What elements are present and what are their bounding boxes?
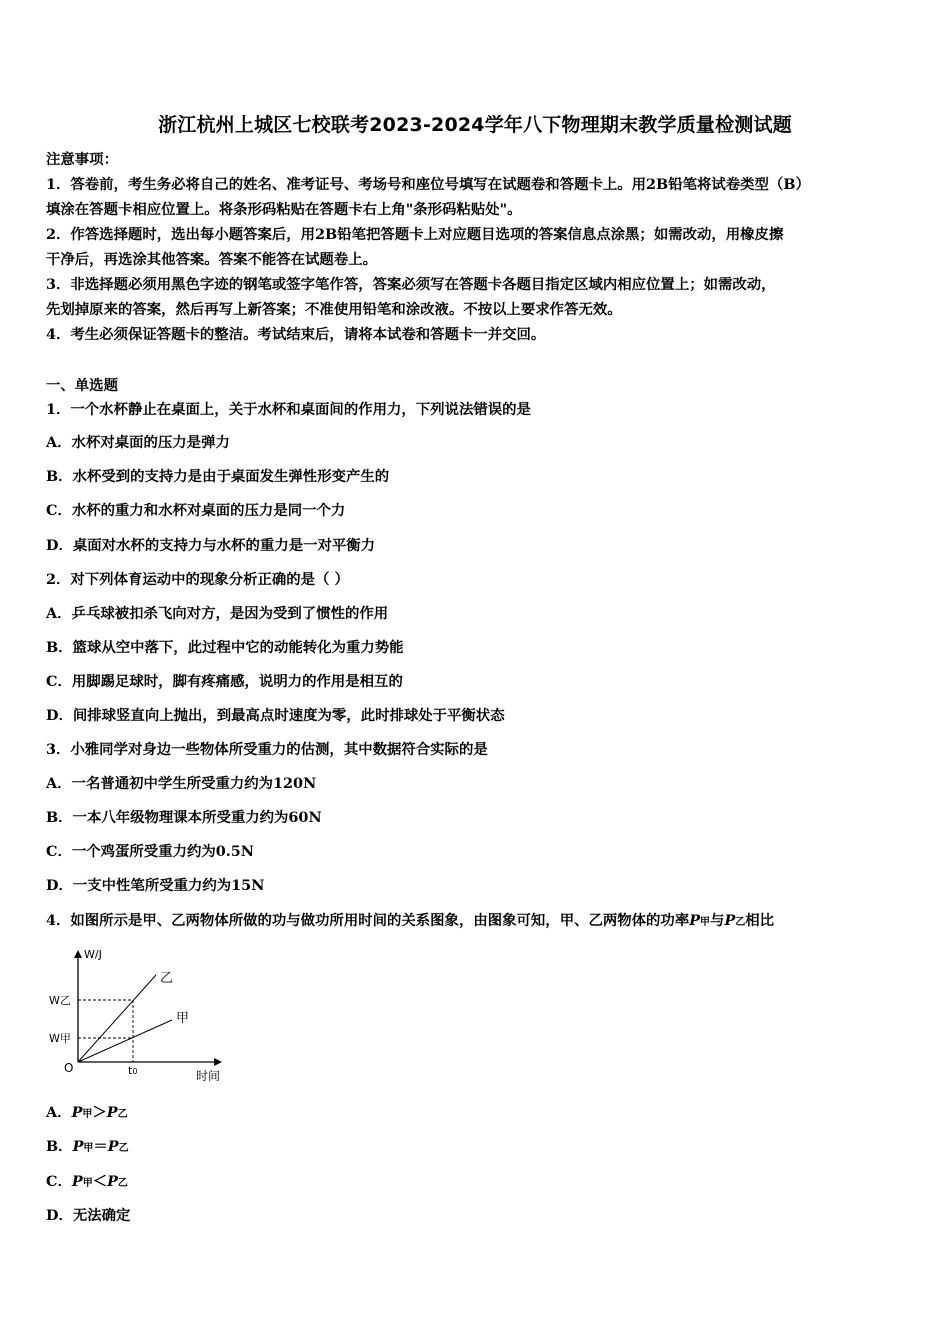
question-option: A．一名普通初中学生所受重力约为120N xyxy=(46,775,317,792)
question-option: D．间排球竖直向上抛出，到最高点时速度为零，此时排球处于平衡状态 xyxy=(46,707,505,724)
w-yi-label: W乙 xyxy=(49,994,71,1007)
question-option: B．篮球从空中落下，此过程中它的动能转化为重力势能 xyxy=(46,639,404,656)
question-option: D．无法确定 xyxy=(46,1207,131,1224)
question-stem: 1．一个水杯静止在桌面上，关于水杯和桌面间的作用力，下列说法错误的是 xyxy=(46,401,531,418)
notice-line: 1．答卷前，考生务必将自己的姓名、准考证号、考场号和座位号填写在试题卷和答题卡上。用2B铅笔将试卷类型（B） xyxy=(46,176,810,193)
notice-line: 2．作答选择题时，选出每小题答案后，用2B铅笔把答题卡上对应题目选项的答案信息点涂黑；如需改动，用橡皮擦 xyxy=(46,226,784,243)
section-heading: 一、单选题 xyxy=(46,377,118,394)
work-time-graph xyxy=(44,940,244,1090)
question-option: B．P甲＝P乙 xyxy=(46,1138,129,1155)
t0-label: t0 xyxy=(128,1064,138,1077)
question-option: D．一支中性笔所受重力约为15N xyxy=(46,877,265,894)
notice-line: 先划掉原来的答案，然后再写上新答案；不准使用铅笔和涂改液。不按以上要求作答无效。 xyxy=(46,301,622,318)
question-option: C．一个鸡蛋所受重力约为0.5N xyxy=(46,843,254,860)
question-option: A．乒乓球被扣杀飞向对方，是因为受到了惯性的作用 xyxy=(46,605,389,622)
question-stem: 3．小雅同学对身边一些物体所受重力的估测，其中数据符合实际的是 xyxy=(46,741,488,758)
subscript-jia: 甲 xyxy=(700,917,711,928)
question-option: A．P甲＞P乙 xyxy=(46,1104,128,1121)
line-jia-label: 甲 xyxy=(176,1011,190,1026)
notice-line: 4．考生必须保证答题卡的整洁。考试结束后，请将本试卷和答题卡一并交回。 xyxy=(46,326,546,343)
notice-heading: 注意事项： xyxy=(46,151,118,168)
question-option: C．用脚踢足球时，脚有疼痛感，说明力的作用是相互的 xyxy=(46,673,403,690)
question-option: B．一本八年级物理课本所受重力约为60N xyxy=(46,809,322,826)
stem-text: 相比 xyxy=(745,912,775,929)
power-symbol: P xyxy=(724,912,736,929)
question-stem xyxy=(46,910,906,934)
y-axis-label: W/J xyxy=(84,948,102,961)
question-option: A．水杯对桌面的压力是弹力 xyxy=(46,434,230,451)
stem-text: 4．如图所示是甲、乙两物体所做的功与做功所用时间的关系图象，由图象可知，甲、乙两物体的功率 xyxy=(46,912,690,929)
x-axis-label: 时间 xyxy=(196,1069,221,1083)
question-option: D．桌面对水杯的支持力与水杯的重力是一对平衡力 xyxy=(46,537,376,554)
power-symbol: P xyxy=(689,912,701,929)
w-jia-label: W甲 xyxy=(49,1032,71,1045)
line-yi-label: 乙 xyxy=(160,971,174,986)
y-axis-arrow-icon xyxy=(74,950,82,958)
line-yi xyxy=(78,975,156,1062)
exam-title: 浙江杭州上城区七校联考2023-2024学年八下物理期末教学质量检测试题 xyxy=(158,114,792,136)
notice-line: 干净后，再选涂其他答案。答案不能答在试题卷上。 xyxy=(46,251,377,268)
line-jia xyxy=(78,1020,172,1062)
subscript-yi: 乙 xyxy=(735,917,746,928)
stem-connector: 与 xyxy=(710,912,725,929)
x-axis-arrow-icon xyxy=(214,1058,222,1066)
notice-line: 填涂在答题卡相应位置上。将条形码粘贴在答题卡右上角"条形码粘贴处"。 xyxy=(46,201,522,218)
question-option: C．P甲＜P乙 xyxy=(46,1173,128,1190)
question-option: B．水杯受到的支持力是由于桌面发生弹性形变产生的 xyxy=(46,468,390,485)
notice-line: 3．非选择题必须用黑色字迹的钢笔或签字笔作答，答案必须写在答题卡各题目指定区域内相应位置上；如需改动， xyxy=(46,276,776,293)
origin-label: O xyxy=(64,1061,74,1075)
question-option: C．水杯的重力和水杯对桌面的压力是同一个力 xyxy=(46,502,346,519)
question-stem: 2．对下列体育运动中的现象分析正确的是（ ） xyxy=(46,571,349,588)
